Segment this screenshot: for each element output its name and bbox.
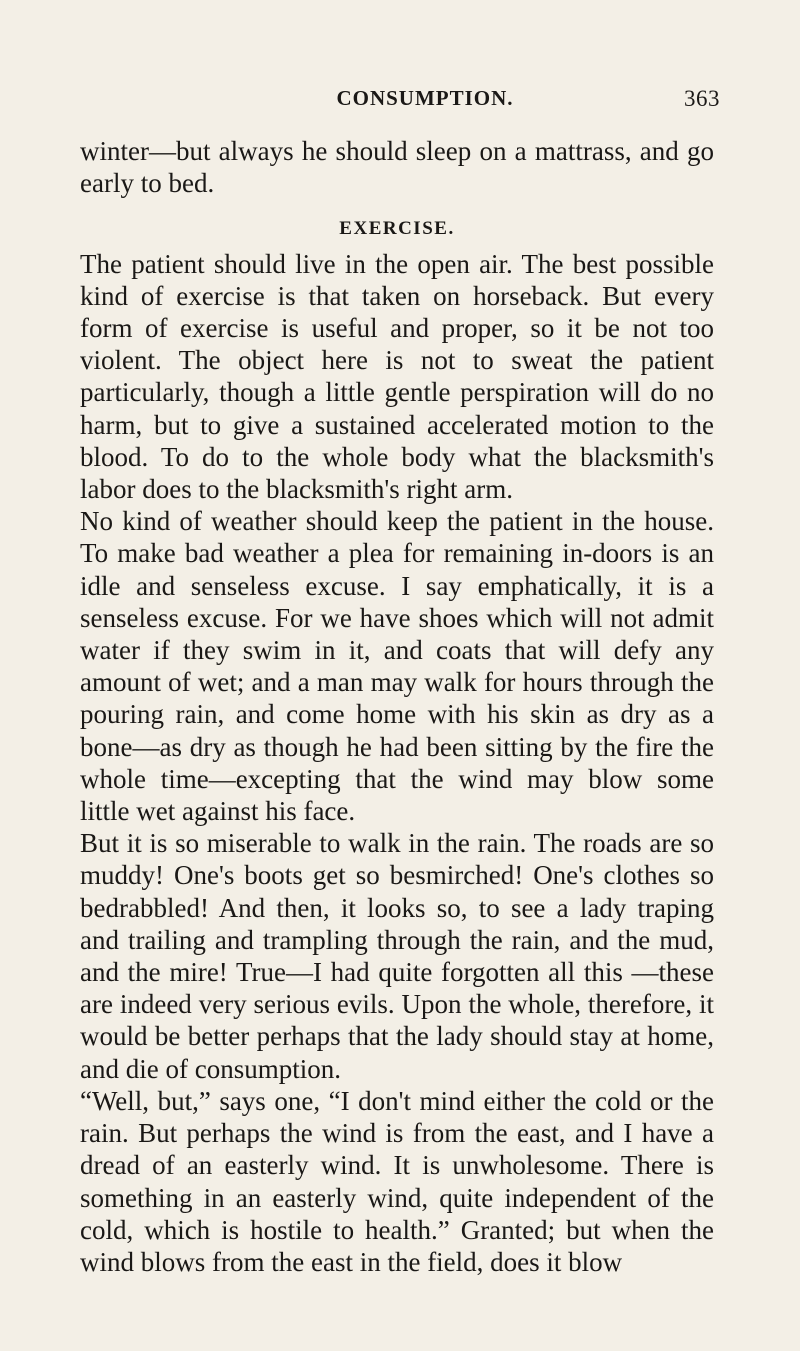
paragraph-exercise: The patient should live in the open air. The best possible kind of exercise is that taken on horseback. But every form of exercise is useful and proper, so it be not too violent. The object here is not to sweat the patient particularly, though a little gentle perspiration will do no harm, but to give a sustained accelerated motion to the blood. To do to the whole body what the blacksmith's labor does to the blacksmith's right arm. bbox=[80, 248, 714, 505]
body-text bbox=[80, 135, 714, 1278]
paragraph-east-wind: “Well, but,” says one, “I don't mind either the cold or the rain. But perhaps the wind is from the east, and I have a dread of an easterly wind. It is unwholesome. There is something in an easterly wind, quite independent of the cold, which is hostile to health.” Granted; but when the wind blows from the east in the field, does it blow bbox=[80, 1085, 714, 1277]
section-heading: EXERCISE. bbox=[339, 218, 455, 240]
page-number: 363 bbox=[684, 86, 720, 111]
paragraph-rain: But it is so miserable to walk in the rain. The roads are so muddy! One's boots get so besmirched! One's clothes so bedrabbled! And then, it looks so, to see a lady traping and trailing and trampling through the rain, and the mud, and the mire! True—I had quite forgotten all this —these are indeed very serious evils. Upon the whole, therefore, it would be better perhaps that the lady should stay at home, and die of consumption. bbox=[80, 828, 714, 1084]
paragraph-weather: No kind of weather should keep the patient in the house. To make bad weather a plea for remaining in-doors is an idle and senseless excuse. I say emphatically, it is a senseless excuse. For we have shoes which will not admit water if they swim in it, and coats that will defy any amount of wet; and a man may walk for hours through the pouring rain, and come home with his skin as dry as a bone—as dry as though he had been sitting by the fire the whole time—excepting that the wind may blow some little wet against his face. bbox=[80, 506, 714, 827]
running-head bbox=[80, 86, 720, 118]
paragraph-continued: winter—but always he should sleep on a mattrass, and go early to bed. bbox=[80, 136, 714, 199]
running-title: CONSUMPTION. bbox=[336, 86, 514, 110]
